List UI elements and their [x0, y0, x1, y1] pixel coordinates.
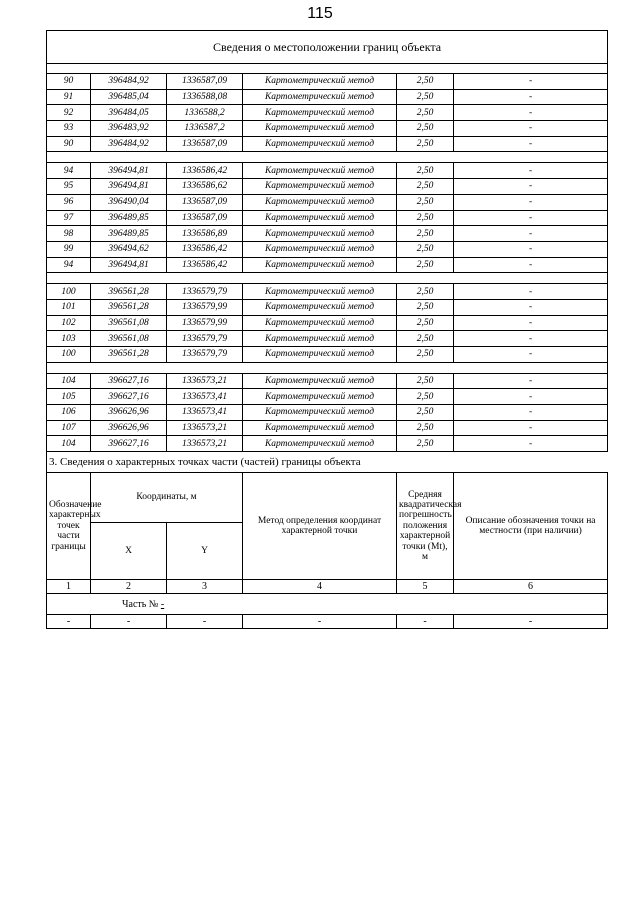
table-row — [47, 315, 608, 331]
coord-x: 396626,96 — [91, 420, 167, 436]
point-id: 91 — [47, 89, 91, 105]
point-id: 106 — [47, 405, 91, 421]
table-row — [47, 420, 608, 436]
coord-x: 396494,81 — [91, 257, 167, 273]
method: Картометрический метод — [243, 331, 397, 347]
method: Картометрический метод — [243, 210, 397, 226]
section-3-title-row — [47, 452, 608, 473]
coord-y: 1336573,21 — [167, 436, 243, 452]
description: - — [454, 257, 608, 273]
description: - — [454, 163, 608, 179]
accuracy: 2,50 — [397, 331, 454, 347]
coord-x: 396494,81 — [91, 179, 167, 195]
coord-y: 1336587,09 — [167, 74, 243, 90]
method: Картометрический метод — [243, 436, 397, 452]
table-row — [47, 121, 608, 137]
table-row — [47, 347, 608, 363]
part-row — [47, 594, 608, 615]
accuracy: 2,50 — [397, 121, 454, 137]
point-id: 98 — [47, 226, 91, 242]
coord-x: 396561,28 — [91, 347, 167, 363]
empty-cell: - — [454, 615, 608, 629]
accuracy: 2,50 — [397, 105, 454, 121]
description: - — [454, 194, 608, 210]
description: - — [454, 210, 608, 226]
coord-y: 1336579,79 — [167, 284, 243, 300]
empty-cell: - — [91, 615, 167, 629]
separator-cell — [47, 273, 608, 284]
header-method: Метод определения координат характерной точки — [243, 473, 397, 580]
coord-x: 396494,62 — [91, 241, 167, 257]
accuracy: 2,50 — [397, 163, 454, 179]
accuracy: 2,50 — [397, 315, 454, 331]
header-rms-error: Средняя квадратическая погрешность положения характерной точки (Мt), м — [397, 473, 454, 580]
accuracy: 2,50 — [397, 89, 454, 105]
method: Картометрический метод — [243, 179, 397, 195]
accuracy: 2,50 — [397, 436, 454, 452]
description: - — [454, 241, 608, 257]
coord-x: 396627,16 — [91, 373, 167, 389]
table-row — [47, 89, 608, 105]
coord-y: 1336587,09 — [167, 194, 243, 210]
coord-y: 1336573,41 — [167, 405, 243, 421]
part-label: Часть № — [122, 598, 159, 610]
description: - — [454, 331, 608, 347]
page-number: 115 — [307, 5, 333, 22]
coord-x: 396561,08 — [91, 315, 167, 331]
method: Картометрический метод — [243, 373, 397, 389]
coord-x: 396484,92 — [91, 74, 167, 90]
coord-y: 1336579,99 — [167, 299, 243, 315]
description: - — [454, 299, 608, 315]
coord-y: 1336587,09 — [167, 136, 243, 152]
table-title-row — [47, 31, 608, 64]
accuracy: 2,50 — [397, 257, 454, 273]
accuracy: 2,50 — [397, 347, 454, 363]
method: Картометрический метод — [243, 136, 397, 152]
column-number: 6 — [454, 580, 608, 594]
table-row — [47, 299, 608, 315]
point-id: 104 — [47, 436, 91, 452]
group-separator — [47, 152, 608, 163]
point-id: 90 — [47, 74, 91, 90]
point-id: 103 — [47, 331, 91, 347]
table-row — [47, 210, 608, 226]
description: - — [454, 347, 608, 363]
coord-y: 1336588,2 — [167, 105, 243, 121]
description: - — [454, 179, 608, 195]
point-id: 97 — [47, 210, 91, 226]
description: - — [454, 136, 608, 152]
empty-cell: - — [243, 615, 397, 629]
accuracy: 2,50 — [397, 284, 454, 300]
description: - — [454, 105, 608, 121]
point-id: 95 — [47, 179, 91, 195]
empty-row — [47, 615, 608, 629]
method: Картометрический метод — [243, 89, 397, 105]
table-row — [47, 74, 608, 90]
part-value: - — [160, 598, 165, 610]
empty-cell: - — [167, 615, 243, 629]
point-id: 100 — [47, 284, 91, 300]
header-coordinates: Координаты, м — [91, 473, 243, 523]
table-row — [47, 389, 608, 405]
header-x: X — [91, 523, 167, 580]
description: - — [454, 405, 608, 421]
accuracy: 2,50 — [397, 389, 454, 405]
description: - — [454, 74, 608, 90]
column-number: 3 — [167, 580, 243, 594]
description: - — [454, 284, 608, 300]
coord-x: 396490,04 — [91, 194, 167, 210]
table-row — [47, 179, 608, 195]
accuracy: 2,50 — [397, 194, 454, 210]
table-row — [47, 436, 608, 452]
empty-cell: - — [397, 615, 454, 629]
boundary-table — [46, 30, 608, 629]
column-number-row — [47, 580, 608, 594]
separator-cell — [47, 64, 608, 74]
empty-cell: - — [47, 615, 91, 629]
point-id: 94 — [47, 163, 91, 179]
header-point-designation: Обозначение характерных точек части границы — [47, 473, 91, 580]
column-number: 4 — [243, 580, 397, 594]
accuracy: 2,50 — [397, 74, 454, 90]
coord-x: 396483,92 — [91, 121, 167, 137]
coord-x: 396627,16 — [91, 389, 167, 405]
column-number: 5 — [397, 580, 454, 594]
description: - — [454, 436, 608, 452]
point-id: 105 — [47, 389, 91, 405]
point-id: 99 — [47, 241, 91, 257]
coord-x: 396494,81 — [91, 163, 167, 179]
table-title: Сведения о местоположении границ объекта — [47, 31, 608, 64]
accuracy: 2,50 — [397, 420, 454, 436]
part-label-cell — [47, 594, 608, 615]
coord-y: 1336579,79 — [167, 331, 243, 347]
column-number: 1 — [47, 580, 91, 594]
table-row — [47, 241, 608, 257]
method: Картометрический метод — [243, 121, 397, 137]
header-description: Описание обозначения точки на местности (при наличии) — [454, 473, 608, 580]
coord-y: 1336586,62 — [167, 179, 243, 195]
table-row — [47, 163, 608, 179]
accuracy: 2,50 — [397, 405, 454, 421]
accuracy: 2,50 — [397, 373, 454, 389]
description: - — [454, 121, 608, 137]
table-row — [47, 226, 608, 242]
table-row — [47, 284, 608, 300]
method: Картометрический метод — [243, 194, 397, 210]
table-row — [47, 405, 608, 421]
separator-cell — [47, 362, 608, 373]
separator-cell — [47, 152, 608, 163]
description: - — [454, 226, 608, 242]
coord-x: 396484,05 — [91, 105, 167, 121]
table-row — [47, 194, 608, 210]
header-y: Y — [167, 523, 243, 580]
coord-x: 396561,08 — [91, 331, 167, 347]
group-separator — [47, 362, 608, 373]
point-id: 94 — [47, 257, 91, 273]
point-id: 102 — [47, 315, 91, 331]
accuracy: 2,50 — [397, 241, 454, 257]
description: - — [454, 420, 608, 436]
point-id: 92 — [47, 105, 91, 121]
coord-x: 396561,28 — [91, 284, 167, 300]
description: - — [454, 89, 608, 105]
method: Картометрический метод — [243, 389, 397, 405]
coord-x: 396489,85 — [91, 210, 167, 226]
table-row — [47, 136, 608, 152]
coord-y: 1336573,21 — [167, 373, 243, 389]
coord-y: 1336587,09 — [167, 210, 243, 226]
coord-x: 396626,96 — [91, 405, 167, 421]
section-3-header-row — [47, 473, 608, 523]
table-row — [47, 373, 608, 389]
description: - — [454, 315, 608, 331]
coord-y: 1336573,41 — [167, 389, 243, 405]
description: - — [454, 373, 608, 389]
method: Картометрический метод — [243, 284, 397, 300]
method: Картометрический метод — [243, 315, 397, 331]
accuracy: 2,50 — [397, 179, 454, 195]
point-id: 96 — [47, 194, 91, 210]
coord-y: 1336588,08 — [167, 89, 243, 105]
coord-x: 396485,04 — [91, 89, 167, 105]
coord-x: 396561,28 — [91, 299, 167, 315]
accuracy: 2,50 — [397, 299, 454, 315]
method: Картометрический метод — [243, 163, 397, 179]
accuracy: 2,50 — [397, 136, 454, 152]
coord-x: 396489,85 — [91, 226, 167, 242]
description: - — [454, 389, 608, 405]
coord-y: 1336586,42 — [167, 241, 243, 257]
table-row — [47, 257, 608, 273]
method: Картометрический метод — [243, 257, 397, 273]
method: Картометрический метод — [243, 105, 397, 121]
coord-y: 1336579,99 — [167, 315, 243, 331]
point-id: 104 — [47, 373, 91, 389]
point-id: 107 — [47, 420, 91, 436]
point-id: 101 — [47, 299, 91, 315]
point-id: 100 — [47, 347, 91, 363]
coord-y: 1336586,89 — [167, 226, 243, 242]
coord-x: 396627,16 — [91, 436, 167, 452]
method: Картометрический метод — [243, 299, 397, 315]
point-id: 93 — [47, 121, 91, 137]
table-row — [47, 331, 608, 347]
coord-y: 1336587,2 — [167, 121, 243, 137]
accuracy: 2,50 — [397, 210, 454, 226]
coord-y: 1336586,42 — [167, 257, 243, 273]
method: Картометрический метод — [243, 241, 397, 257]
table-row — [47, 105, 608, 121]
section-3-title: 3. Сведения о характерных точках части (частей) границы объекта — [47, 452, 608, 473]
method: Картометрический метод — [243, 420, 397, 436]
coord-x: 396484,92 — [91, 136, 167, 152]
method: Картометрический метод — [243, 405, 397, 421]
method: Картометрический метод — [243, 347, 397, 363]
method: Картометрический метод — [243, 74, 397, 90]
method: Картометрический метод — [243, 226, 397, 242]
point-id: 90 — [47, 136, 91, 152]
column-number: 2 — [91, 580, 167, 594]
group-separator — [47, 64, 608, 74]
coord-y: 1336579,79 — [167, 347, 243, 363]
coord-y: 1336586,42 — [167, 163, 243, 179]
accuracy: 2,50 — [397, 226, 454, 242]
coord-y: 1336573,21 — [167, 420, 243, 436]
group-separator — [47, 273, 608, 284]
